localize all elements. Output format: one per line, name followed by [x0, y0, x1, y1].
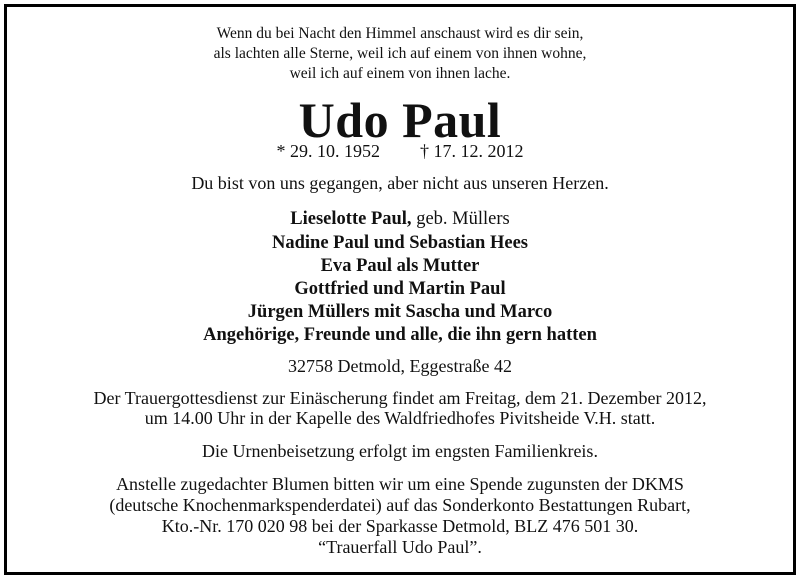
service-line-2: um 14.00 Uhr in der Kapelle des Waldfriedhofes Pivitsheide V.H. statt.	[144, 408, 656, 428]
life-dates	[7, 142, 793, 160]
donation-line-2: (deutsche Knochenmarkspenderdatei) auf das Sonderkonto Bestattungen Rubart,	[109, 495, 691, 515]
mourner-line-6: Angehörige, Freunde und alle, die ihn gern hatten	[203, 325, 597, 345]
service-line-1: Der Trauergottesdienst zur Einäscherung findet am Freitag, dem 21. Dezember 2012,	[93, 388, 707, 408]
poem-line-1: Wenn du bei Nacht den Himmel anschaust wird es dir sein,	[216, 25, 584, 42]
family-address: 32758 Detmold, Eggestraße 42	[288, 356, 512, 376]
poem-line-3: weil ich auf einem von ihnen lache.	[289, 65, 511, 82]
mourner-line-3: Eva Paul als Mutter	[320, 256, 480, 276]
death-date: † 17. 12. 2012	[420, 141, 524, 161]
mourner-maiden-name: geb. Müllers	[411, 209, 510, 229]
urn-burial-note: Die Urnenbeisetzung erfolgt im engsten Familienkreis.	[202, 441, 598, 461]
mourner-line-4: Gottfried und Martin Paul	[294, 279, 506, 299]
birth-date: * 29. 10. 1952	[276, 141, 380, 161]
mourner-name: Lieselotte Paul,	[290, 209, 412, 229]
mourner-line-2: Nadine Paul und Sebastian Hees	[272, 233, 528, 253]
donation-line-3: Kto.-Nr. 170 020 98 bei der Sparkasse Detmold, BLZ 476 501 30.	[161, 516, 639, 536]
memorial-subtitle: Du bist von uns gegangen, aber nicht aus unseren Herzen.	[191, 173, 609, 193]
donation-line-4: “Trauerfall Udo Paul”.	[318, 537, 482, 557]
mourner-line-5: Jürgen Müllers mit Sascha und Marco	[247, 302, 553, 322]
deceased-name: Udo Paul	[298, 92, 502, 148]
donation-line-1: Anstelle zugedachter Blumen bitten wir um eine Spende zugunsten der DKMS	[116, 474, 684, 494]
poem-line-2: als lachten alle Sterne, weil ich auf einem von ihnen wohne,	[213, 45, 587, 62]
mourner-line-1	[7, 210, 793, 229]
obituary-notice	[4, 4, 796, 575]
